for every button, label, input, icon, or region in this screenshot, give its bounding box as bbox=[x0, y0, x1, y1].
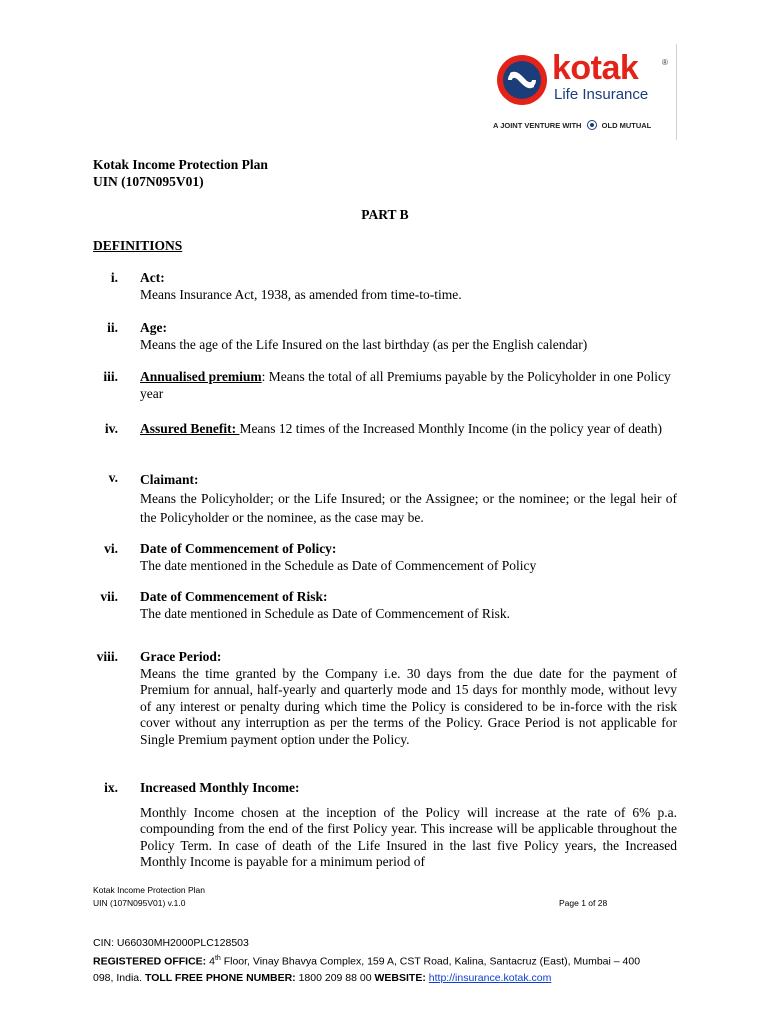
definition-term: Grace Period: bbox=[140, 649, 222, 664]
definition-text: The date mentioned in Schedule as Date of Commencement of Risk. bbox=[140, 605, 511, 621]
definition-text: : Means the total of all Premiums payable by the Policyholder in one Policy year bbox=[140, 369, 671, 401]
footer-uin-version: UIN (107N095V01) v.1.0 bbox=[93, 898, 186, 908]
footer-floor-sup: th bbox=[214, 955, 221, 962]
kotak-infinity-icon bbox=[496, 54, 548, 106]
definition-text: Means the Policyholder; or the Life Insured; or the Assignee; or the nominee; or the legal heir of the Policyholder or the nominee, as the case may be. bbox=[140, 491, 677, 525]
definition-body bbox=[140, 649, 677, 749]
joint-venture-line bbox=[493, 120, 651, 131]
footer-registration bbox=[93, 935, 693, 986]
definition-term: Age: bbox=[140, 320, 167, 335]
definition-number: vi. bbox=[104, 541, 118, 556]
plan-uin: UIN (107N095V01) bbox=[93, 174, 204, 189]
logo-subtitle: Life Insurance bbox=[554, 86, 649, 103]
footer-address: Floor, Vinay Bhavya Complex, 159 A, CST Road, Kalina, Santacruz (East), Mumbai – 400 bbox=[220, 955, 641, 968]
footer-plan-name: Kotak Income Protection Plan bbox=[93, 885, 205, 895]
document-title bbox=[93, 156, 268, 190]
plan-name: Kotak Income Protection Plan bbox=[93, 157, 268, 172]
definition-number: ii. bbox=[107, 320, 118, 335]
definition-number: v. bbox=[108, 470, 118, 485]
footer-doc-info bbox=[93, 884, 613, 910]
definition-term: Act: bbox=[140, 270, 165, 285]
part-heading bbox=[0, 207, 770, 223]
jv-prefix: A JOINT VENTURE WITH bbox=[493, 121, 582, 130]
definition-body bbox=[140, 369, 677, 402]
footer-reg-label: REGISTERED OFFICE: bbox=[93, 955, 207, 968]
definition-body bbox=[140, 320, 677, 353]
definition-text: Means 12 times of the Increased Monthly Income (in the policy year of death) bbox=[239, 421, 662, 436]
logo-brand-name: kotak bbox=[552, 49, 639, 87]
definition-body bbox=[140, 270, 677, 303]
kotak-logo bbox=[490, 48, 680, 140]
definition-term: Date of Commencement of Risk: bbox=[140, 589, 328, 604]
definition-number: ix. bbox=[104, 780, 118, 795]
footer-tollfree-number: 1800 209 88 00 bbox=[295, 971, 375, 984]
footer-tollfree-label: TOLL FREE PHONE NUMBER: bbox=[144, 971, 296, 984]
definition-term: Assured Benefit: bbox=[140, 421, 240, 436]
definition-number: viii. bbox=[96, 649, 118, 664]
jv-partner: OLD MUTUAL bbox=[601, 121, 652, 130]
registered-mark: ® bbox=[662, 58, 668, 67]
footer-cin: CIN: U66030MH2000PLC128503 bbox=[93, 937, 249, 949]
footer-website-label: WEBSITE: bbox=[374, 971, 426, 984]
definition-body bbox=[140, 589, 677, 622]
definition-text: The date mentioned in the Schedule as Date of Commencement of Policy bbox=[140, 557, 537, 573]
footer-uin-line bbox=[93, 897, 613, 910]
footer-page-number: Page 1 of 28 bbox=[559, 898, 608, 908]
definition-term: Date of Commencement of Policy: bbox=[140, 541, 337, 556]
definition-text: Means Insurance Act, 1938, as amended from time-to-time. bbox=[140, 286, 462, 302]
definitions-heading: DEFINITIONS bbox=[93, 238, 183, 253]
definition-text: Means the time granted by the Company i.e. 30 days from the due date for the payment of Premium for annual, half-yearly and quarterly mode and 15 days for monthly mode, without levy of any interest or penalty during which time the Policy is considered to be in-force with the risk cover without any interruption as per the terms of the Policy. Grace Period is not applicable for Single Premium payment option under the Policy. bbox=[140, 665, 677, 747]
definition-term: Annualised premium bbox=[140, 369, 262, 384]
footer-contact-line bbox=[93, 970, 693, 986]
definition-body bbox=[140, 470, 677, 527]
footer-website-link[interactable]: http://insurance.kotak.com bbox=[428, 971, 552, 984]
definition-number: i. bbox=[110, 270, 118, 285]
definition-body bbox=[140, 780, 677, 871]
old-mutual-icon bbox=[586, 120, 598, 130]
definition-number: vii. bbox=[100, 589, 118, 604]
footer-address-line bbox=[93, 951, 693, 970]
footer-floor-num: 4 bbox=[209, 955, 215, 968]
definition-body bbox=[140, 541, 677, 574]
footer-address-2: 098, India. bbox=[93, 971, 145, 984]
definition-text: Means the age of the Life Insured on the last birthday (as per the English calendar) bbox=[140, 336, 588, 352]
definition-number: iv. bbox=[104, 421, 118, 436]
definition-text: Monthly Income chosen at the inception of the Policy will increase at the rate of 6% p.a. compounding from the end of the first Policy year. This increase will be applicable throughout the Policy Term. In case of death of the Life Insured in the last five Policy years, the Increased Monthly Income is payable for a minimum period of bbox=[140, 804, 677, 870]
part-label: PART B bbox=[361, 207, 409, 222]
definition-number: iii. bbox=[103, 369, 118, 384]
definition-term: Claimant: bbox=[140, 472, 199, 487]
definition-body bbox=[140, 421, 677, 438]
definition-term: Increased Monthly Income: bbox=[140, 780, 300, 795]
